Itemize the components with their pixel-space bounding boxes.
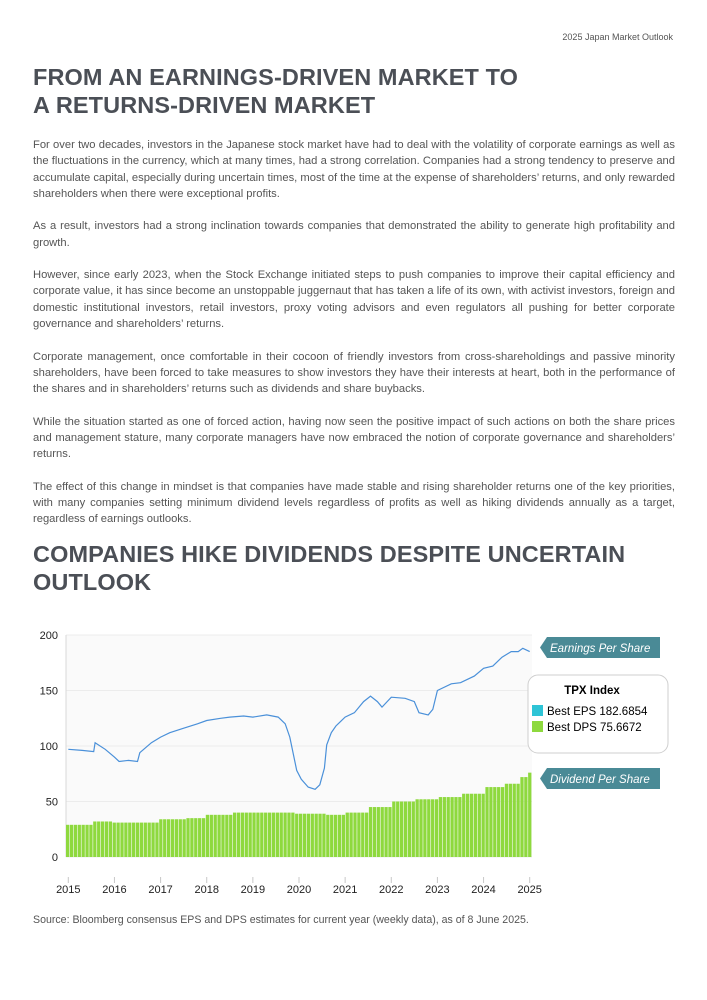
dps-bar [419,799,422,857]
paragraph: Corporate management, once comfortable in their cocoon of friendly investors from cross-shareholdings and passive minority shareholders, have been forced to take measures to show investors they have their interests at heart, both in the performance of the shares and in shareholders’ returns such as dividends and share buybacks. [33,350,675,396]
dps-bar [217,815,220,857]
legend-swatch-dps [532,721,543,732]
dps-bar [513,784,516,857]
dps-bar [346,813,349,857]
dps-bar [307,814,310,857]
dps-bar [175,819,178,857]
dps-bar [330,815,333,857]
legend-label-dps: Best DPS 75.6672 [547,722,642,734]
dps-bar [287,813,290,857]
y-tick-label: 100 [39,741,58,753]
dps-bar [272,813,275,857]
paragraph: For over two decades, investors in the Japanese stock market have had to deal with the volatility of corporate earnings as well as the fluctuations in the currency, which at many times, had a strong correlation. Companies had a strong tendency to preserve and accumulate capital, especially during uncertain times, most of the time at the expense of shareholders’ returns, and only rewarded shareholders when there were exceptional profits. [33,139,675,200]
legend-title: TPX Index [564,685,620,697]
dps-bar [520,777,523,857]
dps-bar [416,799,419,857]
dps-bar [384,807,387,857]
x-tick-label: 2017 [148,884,173,896]
legend-label-eps: Best EPS 182.6854 [547,706,648,718]
title-line: A RETURNS-DRIVEN MARKET [33,92,376,118]
x-tick-label: 2018 [194,884,219,896]
dps-bar [74,825,77,857]
x-tick-label: 2020 [286,884,312,896]
dps-bar [167,819,170,857]
dps-bar [470,794,473,857]
eps-dps-chart [0,615,707,905]
dps-bar [435,799,438,857]
dps-bar [221,815,224,857]
dps-bar [462,794,465,857]
dps-bar [206,815,209,857]
dps-bar [489,787,492,857]
dps-bar [280,813,283,857]
y-tick-label: 150 [39,685,58,698]
dps-bar [132,823,135,857]
x-tick-label: 2023 [425,884,450,896]
dps-bar [450,797,453,857]
dps-bar [66,825,69,857]
dps-bar [509,784,512,857]
dps-bar [318,814,321,857]
dps-bar [268,813,271,857]
x-tick-label: 2024 [471,884,496,896]
header-label: 2025 Japan Market Outlook [562,32,673,42]
title-line: FROM AN EARNINGS-DRIVEN MARKET TO [33,64,519,90]
dps-bar [179,819,182,857]
dps-bar [482,794,485,857]
dps-bar [97,821,100,857]
dps-bar [183,819,186,857]
dps-bar [427,799,430,857]
dps-bar [186,818,189,857]
dps-bar [412,802,415,858]
dps-bar [443,797,446,857]
dps-bar [159,819,162,857]
dps-bar [140,823,143,857]
paragraph: The effect of this change in mindset is that companies have made stable and rising shareholder returns one of the key priorities, with many companies setting minimum dividend levels regardless of profits as well as hiking dividends annually as a target, regardless of earnings outlooks. [33,480,675,526]
dps-bar [365,813,368,857]
dps-bar [474,794,477,857]
dps-bar [144,823,147,857]
x-tick-label: 2019 [240,884,266,896]
y-tick-label: 0 [51,852,58,864]
dps-bar [315,814,318,857]
dps-bar [295,814,298,857]
dps-bar [105,821,108,857]
dps-bar [194,818,197,857]
dps-bar [505,784,508,857]
dps-bar [303,814,306,857]
dps-bar [423,799,426,857]
dps-bar [264,813,267,857]
dps-bar [210,815,213,857]
dps-bar [256,813,259,857]
dps-bar [497,787,500,857]
dps-bar [260,813,263,857]
dps-bar [113,823,116,857]
dps-bar [202,818,205,857]
dps-bar [400,802,403,858]
dps-bar [136,823,139,857]
dps-bar [528,773,531,857]
dps-bar [447,797,450,857]
dps-bar [171,819,174,857]
dps-bar [89,825,92,857]
dps-bar [299,814,302,857]
dps-bar [241,813,244,857]
dps-bar [82,825,85,857]
dps-bar [454,797,457,857]
dps-bar [361,813,364,857]
dps-bar [485,787,488,857]
x-tick-label: 2022 [379,884,404,896]
x-tick-label: 2015 [56,884,81,896]
dps-bar [78,825,81,857]
chart-source-note: Source: Bloomberg consensus EPS and DPS estimates for current year (weekly data), as of 8 June 2025. [33,914,529,926]
dps-bar [524,777,527,857]
dps-bar [466,794,469,857]
dps-bar [369,807,372,857]
dps-bar [229,815,232,857]
dps-bar [148,823,151,857]
dps-bar [396,802,399,858]
dps-bar [291,813,294,857]
section-title-earnings-to-returns [33,63,653,119]
dps-bar [198,818,201,857]
dps-bar [404,802,407,858]
x-tick-label: 2016 [102,884,127,896]
dps-bar [85,825,88,857]
dps-bar [349,813,352,857]
dps-bar [501,787,504,857]
dps-bar [381,807,384,857]
section-title-dividends [33,540,673,596]
x-tick-label: 2021 [332,884,358,896]
dps-bar [151,823,154,857]
dps-bar [233,813,236,857]
dps-bar [408,802,411,858]
dps-bar [93,821,96,857]
dps-bar [392,802,395,858]
dps-bar [493,787,496,857]
y-tick-label: 200 [39,630,58,642]
dps-bar [439,797,442,857]
dps-bar [326,815,329,857]
dps-bar [124,823,127,857]
paragraph: As a result, investors had a strong inclination towards companies that demonstrated the ability to generate high profitability and growth. [33,220,675,249]
dps-bar [120,823,123,857]
dps-bar [338,815,341,857]
dps-bar [311,814,314,857]
dps-bar [109,821,112,857]
title-line: COMPANIES HIKE DIVIDENDS DESPITE UNCERTAIN [33,541,626,567]
dps-bar [431,799,434,857]
dps-bar [322,814,325,857]
dps-bar [252,813,255,857]
dps-bar [101,821,104,857]
dps-bar [353,813,356,857]
dps-bar [283,813,286,857]
dps-bar [237,813,240,857]
x-tick-label: 2025 [517,884,542,896]
title-line: OUTLOOK [33,569,152,595]
dps-bar [225,815,228,857]
dps-bar [342,815,345,857]
dps-bar [516,784,519,857]
y-tick-label: 50 [45,796,58,809]
dps-bar [214,815,217,857]
dps-bar [373,807,376,857]
dps-bar [377,807,380,857]
dps-bar [388,807,391,857]
paragraph: However, since early 2023, when the Stock Exchange initiated steps to push companies to improve their capital efficiency and corporate value, it has since become an unstoppable juggernaut that has taken a life of its own, with activist investors, foreign and domestic institutional investors, retail investors, proxy voting advisors and even regulators all pushing for better corporate governance and shareholders’ returns. [33,269,675,331]
dps-bar [458,797,461,857]
dps-bar [116,823,119,857]
dps-bar [334,815,337,857]
dps-bar [245,813,248,857]
dps-bar [190,818,193,857]
dps-bar [155,823,158,857]
dps-bar [249,813,252,857]
legend-swatch-eps [532,705,543,716]
dps-callout-label: Dividend Per Share [550,774,650,786]
paragraph: While the situation started as one of forced action, having now seen the positive impact of such actions on both the share prices and management stature, many corporate managers have now embraced the notion of corporate governance and shareholders’ returns. [33,415,675,461]
dps-bar [70,825,73,857]
eps-callout-label: Earnings Per Share [550,643,651,655]
dps-bar [276,813,279,857]
body-text [33,137,675,544]
dps-bar [478,794,481,857]
dps-bar [163,819,166,857]
dps-bar [357,813,360,857]
dps-bar [128,823,131,857]
